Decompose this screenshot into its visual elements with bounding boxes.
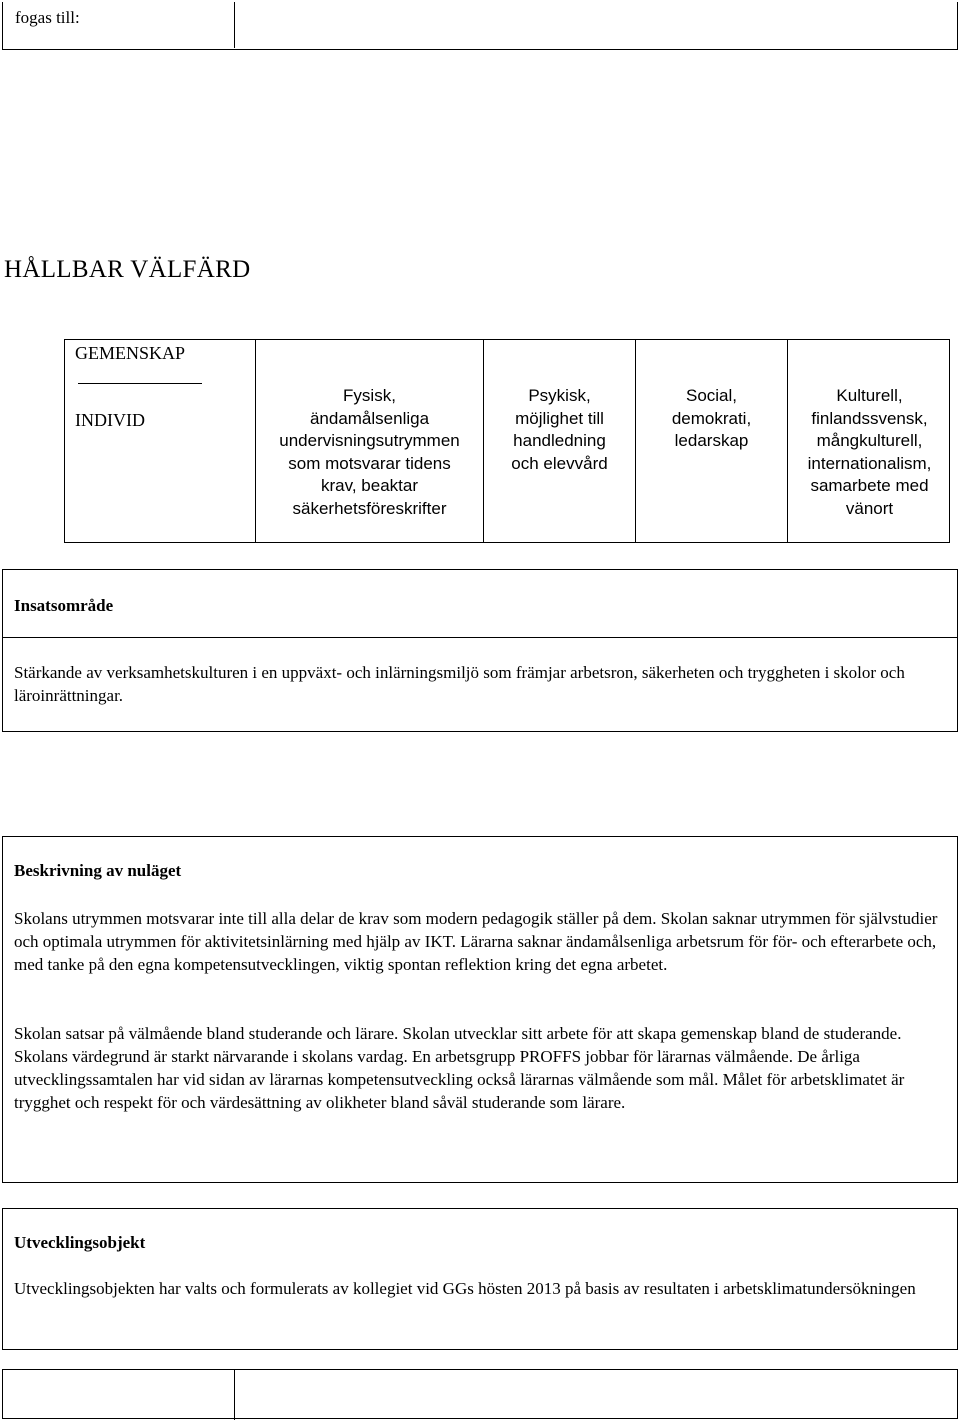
nulaget-section bbox=[2, 836, 958, 1183]
nulaget-paragraph-2: Skolan satsar på välmående bland studerande och lärare. Skolan utvecklar sitt arbete för att skapa gemenskap bland de studerande. Skolans värdegrund är starkt närvarande i skolans vardag. En arbetsgrupp PROFFS jobbar för lärarnas välmående. De årliga utvecklingssamtalen har vid sidan av lärarnas kompetensutveckling också lärarnas välmående som mål. Målet för arbetsklimatet är trygghet och respekt för och värdesättning av olikheter bland såväl studerande som lärare. bbox=[14, 1024, 905, 1112]
nulaget-heading: Beskrivning av nuläget bbox=[14, 861, 182, 880]
column-cultural-label: Kulturell, finlandssvensk, mångkulturell, internationalism, samarbete med vänort bbox=[807, 386, 932, 518]
top-table bbox=[2, 2, 958, 50]
nulaget-paragraph-1: Skolans utrymmen motsvarar inte till alla delar de krav som modern pedagogik ställer på dem. Skolan saknar utrymmen för självstudier och optimala utrymmen för aktivitetsinlärning med hjälp av IKT. Lärarna saknar ändamålsenliga arbetsrum för för- och efterarbete och, med tanke på den egna kompetensutvecklingen, viktig spontan reflektion kring det egna arbetet. bbox=[14, 909, 938, 974]
utvecklingsobjekt-section bbox=[2, 1208, 958, 1350]
insatsomrade-heading: Insatsområde bbox=[14, 596, 114, 615]
column-physical-label: Fysisk, ändamålsenliga undervisningsutrymmen som motsvarar tidens krav, beaktar säkerhetsföreskrifter bbox=[279, 386, 460, 518]
axis-divider-line bbox=[78, 383, 202, 384]
insatsomrade-divider bbox=[3, 637, 957, 638]
insatsomrade-text: Stärkande av verksamhetskulturen i en uppväxt- och inlärningsmiljö som främjar arbetsron, säkerheten och tryggheten i skolor och läroinrättningar. bbox=[14, 663, 905, 705]
column-psychological bbox=[483, 340, 635, 542]
wellbeing-dimensions-table bbox=[64, 339, 950, 543]
insatsomrade-section bbox=[2, 569, 958, 732]
column-social-label: Social, demokrati, ledarskap bbox=[671, 386, 752, 450]
axis-cell bbox=[65, 340, 255, 542]
column-social bbox=[635, 340, 787, 542]
utvecklingsobjekt-heading: Utvecklingsobjekt bbox=[14, 1233, 146, 1252]
axis-label-individ: INDIVID bbox=[75, 410, 145, 430]
column-cultural bbox=[787, 340, 951, 542]
column-physical bbox=[255, 340, 483, 542]
fogas-till-label: fogas till: bbox=[15, 8, 80, 27]
column-psychological-label: Psykisk, möjlighet till handledning och elevvård bbox=[511, 386, 608, 473]
top-table-divider bbox=[234, 2, 235, 48]
axis-label-gemenskap: GEMENSKAP bbox=[75, 343, 186, 363]
bottom-table bbox=[2, 1369, 958, 1419]
bottom-table-divider bbox=[234, 1370, 235, 1420]
utvecklingsobjekt-text: Utvecklingsobjekten har valts och formulerats av kollegiet vid GGs hösten 2013 på basis av resultaten i arbetsklimatundersökningen bbox=[14, 1279, 916, 1298]
document-title: HÅLLBAR VÄLFÄRD bbox=[4, 256, 251, 283]
